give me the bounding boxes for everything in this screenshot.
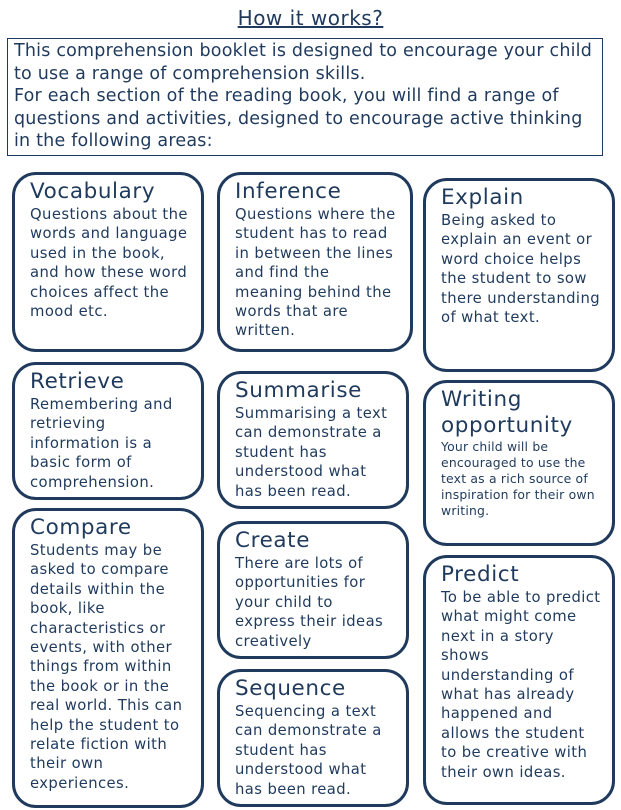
card-text: Being asked to explain an event or word choice helps the student to sow there understanding of what text. [441,212,601,327]
intro-box [7,38,603,156]
card-text: Your child will be encouraged to use the text as a rich source of inspiration for their own writing. [441,439,595,518]
intro-paragraph-2: For each section of the reading book, you will find a range of questions and activities, designed to encourage active thinking in the following areas: [14,86,583,151]
card-title: Sequence [235,676,346,701]
card-text: Students may be asked to compare details within the book, like characteristics or events, with other things from within the book or in the real world. This can help the student to relate fiction with their own experiences. [30,542,183,792]
card-sequence [217,669,409,807]
card-summarise [217,371,409,509]
card-title: Create [235,528,311,553]
card-vocabulary [12,172,204,352]
card-text: To be able to predict what might come next in a story shows understanding of what has already happened and allows the student to be creative with their own ideas. [441,589,601,781]
card-text: Sequencing a text can demonstrate a student has understood what has been read. [235,703,382,798]
page-title: How it works? [237,6,384,30]
card-title: Explain [441,185,524,210]
card-inference [217,172,413,352]
card-text: Questions about the words and language used in the book, and how these word choices affect the mood etc. [30,206,188,321]
card-title: Compare [30,515,132,540]
intro-paragraph-1: This comprehension booklet is designed to encourage your child to use a range of comprehension skills. [14,41,593,84]
card-explain [423,178,615,372]
card-create [217,521,409,659]
card-text: Remembering and retrieving information is a basic form of comprehension. [30,396,173,491]
card-text: Summarising a text can demonstrate a student has understood what has been read. [235,405,388,500]
card-predict [423,555,615,805]
card-text: There are lots of opportunities for your child to express their ideas creatively [235,555,384,650]
card-title: Vocabulary [30,179,156,204]
card-title: Summarise [235,378,362,403]
card-retrieve [12,362,204,500]
card-title: Writing opportunity [441,387,573,438]
card-title: Predict [441,562,520,587]
card-title: Retrieve [30,369,125,394]
card-compare [12,508,204,808]
card-text: Questions where the student has to read in between the lines and find the meaning behind the words that are written. [235,206,396,340]
card-writing-opportunity [423,380,615,546]
card-title: Inference [235,179,342,204]
